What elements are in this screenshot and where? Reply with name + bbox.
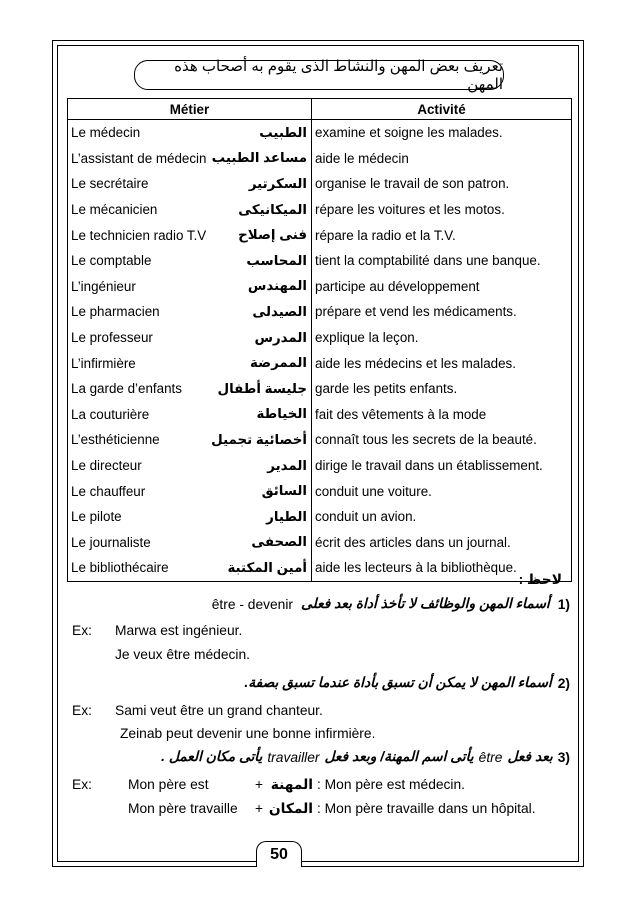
ex-3-line-2-arabic: المكان: [268, 801, 313, 816]
ex-1-line-1: Marwa est ingénieur.: [115, 623, 243, 638]
rule-2: [244, 675, 570, 691]
table-row: [68, 299, 572, 325]
ex-1-label: Ex:: [72, 623, 92, 638]
metier-cell: [68, 402, 312, 428]
metier-arabic: الطيار: [266, 508, 307, 524]
table-row: [68, 274, 572, 300]
table-row: [68, 478, 572, 504]
metier-arabic: المحاسب: [246, 252, 307, 268]
metier-arabic: المهندس: [247, 278, 307, 294]
metier-arabic: أخصائية تجميل: [211, 431, 307, 447]
metier-french: Le médecin: [71, 125, 141, 141]
activity-cell: écrit des articles dans un journal.: [312, 530, 572, 556]
table-row: [68, 453, 572, 479]
activity-cell: organise le travail de son patron.: [312, 171, 572, 197]
table-row: [68, 376, 572, 402]
table-row: [68, 197, 572, 223]
table-row: [68, 350, 572, 376]
ex-3-line-2-french: Mon père travaille: [128, 801, 238, 816]
page-number: 50: [256, 841, 302, 867]
rule-2-arabic: أسماء المهن لا يمكن أن تسبق بأداة عندما تسبق بصفة.: [244, 675, 552, 690]
ex-3-line-1-plus: +: [255, 777, 264, 792]
metier-french: Le directeur: [71, 458, 142, 474]
ex-3-line-2-plus: +: [255, 801, 264, 816]
activity-cell: explique la leçon.: [312, 325, 572, 351]
metier-arabic: الميكانيكى: [238, 201, 307, 217]
metier-french: Le journaliste: [71, 534, 151, 550]
rule-3-number: 3): [557, 749, 570, 765]
metier-french: Le mécanicien: [71, 202, 158, 218]
activity-cell: aide les lecteurs à la bibliothèque.: [312, 555, 572, 581]
metier-arabic: الصيدلى: [252, 303, 307, 319]
rule-3-arabic-b: يأتى اسم المهنة/ وبعد فعل: [324, 749, 474, 764]
metier-cell: [68, 453, 312, 479]
activity-cell: conduit une voiture.: [312, 478, 572, 504]
metier-cell: [68, 299, 312, 325]
notes-label: لاحظ :: [518, 572, 562, 587]
metier-arabic: الخياطة: [256, 406, 307, 422]
table-row: [68, 248, 572, 274]
activity-cell: examine et soigne les malades.: [312, 120, 572, 146]
metier-cell: [68, 555, 312, 581]
metier-french: Le pharmacien: [71, 304, 160, 320]
metier-french: Le secrétaire: [71, 176, 149, 192]
ex-1-line-2: Je veux être médecin.: [115, 647, 250, 662]
activity-cell: conduit un avion.: [312, 504, 572, 530]
header-metier: Métier: [68, 99, 312, 120]
ex-3-line-1-french: Mon père est: [128, 777, 209, 792]
ex-3-label: Ex:: [72, 777, 92, 792]
header-activite: Activité: [312, 99, 572, 120]
table-header-row: [68, 99, 572, 120]
table-row: [68, 222, 572, 248]
metier-french: Le pilote: [71, 509, 122, 525]
metier-cell: [68, 274, 312, 300]
ex-3-line-1-result: : Mon père est médecin.: [317, 777, 466, 792]
metier-arabic: السكرتير: [248, 175, 307, 191]
rule-1-number: 1): [557, 596, 570, 612]
activity-cell: aide les médecins et les malades.: [312, 350, 572, 376]
activity-cell: tient la comptabilité dans une banque.: [312, 248, 572, 274]
metier-french: L’esthéticienne: [71, 432, 160, 448]
metier-french: L’assistant de médecin: [71, 150, 207, 166]
activity-cell: aide le médecin: [312, 146, 572, 172]
metier-cell: [68, 427, 312, 453]
activity-cell: dirige le travail dans un établissement.: [312, 453, 572, 479]
rule-1-french: être - devenir: [211, 596, 294, 612]
table-row: [68, 146, 572, 172]
metier-cell: [68, 120, 312, 146]
metier-french: L’ingénieur: [71, 278, 136, 294]
metier-arabic: الممرضة: [250, 355, 307, 371]
table-row: [68, 530, 572, 556]
ex-2-label: Ex:: [72, 703, 92, 718]
rule-1: [212, 596, 570, 612]
activity-cell: connaît tous les secrets de la beauté.: [312, 427, 572, 453]
metier-cell: [68, 171, 312, 197]
activity-cell: répare la radio et la T.V.: [312, 222, 572, 248]
ex-3-line-2-result: : Mon père travaille dans un hôpital.: [317, 801, 536, 816]
metier-cell: [68, 325, 312, 351]
table-row: [68, 171, 572, 197]
page-title: تعريف بعض المهن والنشاط الذى يقوم به أصحاب هذه المهن: [134, 60, 504, 90]
metier-french: Le professeur: [71, 330, 153, 346]
rule-3-arabic-a: بعد فعل: [507, 749, 553, 764]
metier-cell: [68, 222, 312, 248]
metier-french: L’infirmière: [71, 355, 136, 371]
table-row: [68, 427, 572, 453]
metier-arabic: مساعد الطبيب: [211, 150, 307, 166]
metier-french: Le chauffeur: [71, 483, 146, 499]
metier-arabic: الصحفى: [251, 534, 307, 550]
metier-cell: [68, 478, 312, 504]
table-row: [68, 555, 572, 581]
metier-cell: [68, 248, 312, 274]
metier-cell: [68, 376, 312, 402]
metier-cell: [68, 350, 312, 376]
activity-cell: participe au développement: [312, 274, 572, 300]
ex-2-line-1: Sami veut être un grand chanteur.: [115, 703, 323, 718]
metier-arabic: المدرس: [254, 329, 307, 345]
metier-arabic: أمين المكتبة: [227, 559, 307, 575]
activity-cell: fait des vêtements à la mode: [312, 402, 572, 428]
table-row: [68, 504, 572, 530]
metier-cell: [68, 530, 312, 556]
table-row: [68, 402, 572, 428]
rule-3-french-b: travailler: [267, 749, 320, 765]
activity-cell: garde les petits enfants.: [312, 376, 572, 402]
metier-arabic: فنى إصلاح: [238, 227, 307, 243]
metier-cell: [68, 504, 312, 530]
metier-french: Le technicien radio T.V: [71, 227, 207, 243]
rule-2-number: 2): [557, 675, 570, 691]
activity-cell: répare les voitures et les motos.: [312, 197, 572, 223]
metier-arabic: السائق: [261, 483, 307, 499]
rule-3-arabic-c: يأتى مكان العمل .: [161, 749, 263, 764]
ex-2-line-2: Zeinab peut devenir une bonne infirmière.: [120, 726, 376, 741]
metier-cell: [68, 197, 312, 223]
metier-arabic: الطبيب: [259, 124, 307, 140]
rule-3-french-a: être: [478, 749, 503, 765]
table-row: [68, 325, 572, 351]
metier-french: La garde d’enfants: [71, 381, 182, 397]
rule-1-arabic: أسماء المهن والوظائف لا تأخذ أداة بعد فعلى: [301, 596, 550, 611]
metier-cell: [68, 146, 312, 172]
metier-french: La couturière: [71, 406, 150, 422]
ex-3-line-1-arabic: المهنة: [270, 777, 313, 792]
table-row: [68, 120, 572, 146]
activity-cell: prépare et vend les médicaments.: [312, 299, 572, 325]
metier-french: Le bibliothécaire: [71, 560, 169, 576]
professions-table: [67, 98, 572, 582]
metier-arabic: المدير: [267, 457, 307, 473]
rule-3: [161, 749, 570, 765]
metier-french: Le comptable: [71, 253, 152, 269]
metier-arabic: جليسة أطفال: [217, 380, 307, 396]
